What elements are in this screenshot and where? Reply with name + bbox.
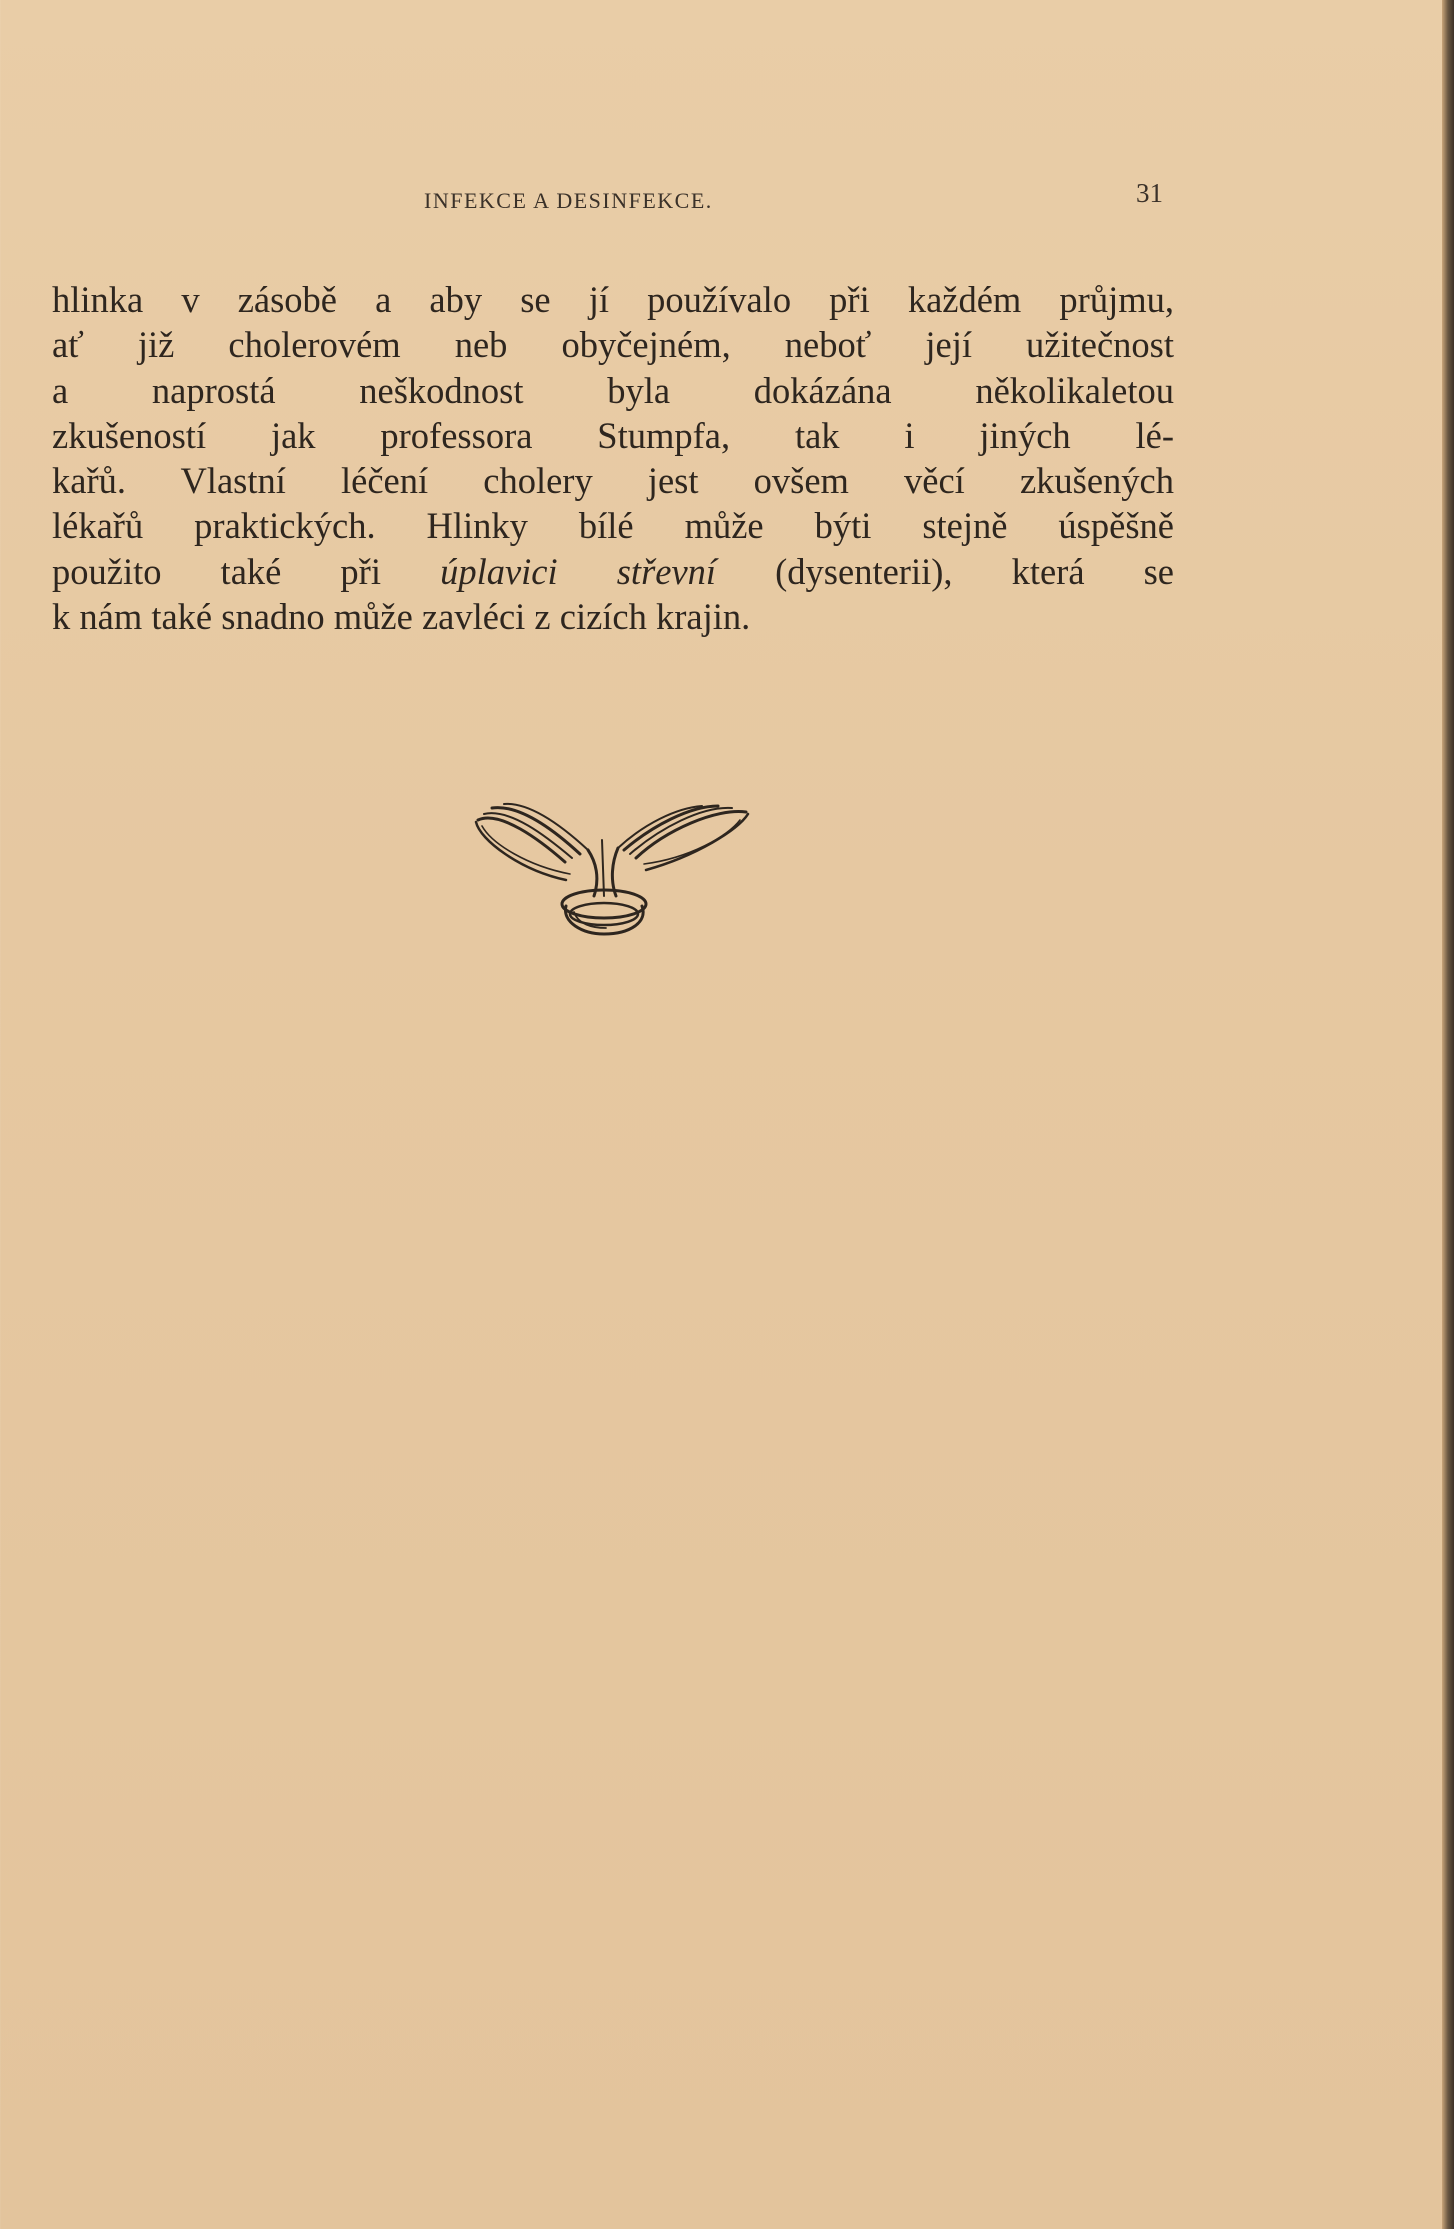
- page-edge: [1442, 0, 1454, 2229]
- text-segment: (dysenterii), která se: [775, 550, 1175, 592]
- text-line: kařů. Vlastní léčení cholery jest ovšem věcí zkušených: [52, 460, 1174, 502]
- italic-term: úplavici: [440, 550, 558, 592]
- text-line: lékařů praktických. Hlinky bílé může býti stejně úspěšně: [52, 505, 1174, 547]
- text-line: zkušeností jak professora Stumpfa, tak i jiných lé-: [52, 414, 1174, 456]
- italic-term: střevní: [616, 550, 717, 592]
- text-line-italic-terms: [52, 549, 1174, 594]
- body-paragraph: [52, 277, 1174, 639]
- text-segment: použito také při: [52, 550, 381, 592]
- text-line: k nám také snadno může zavléci z cizích krajin.: [52, 596, 751, 638]
- page-number: 31: [1136, 178, 1163, 208]
- running-head: INFEKCE A DESINFEKCE.: [424, 188, 713, 213]
- text-line: ať již cholerovém neb obyčejném, neboť její užitečnost: [52, 324, 1174, 366]
- text-line: a naprostá neškodnost byla dokázána několikaletou: [52, 369, 1174, 411]
- art-nouveau-flourish-icon: [470, 800, 754, 940]
- text-line: hlinka v zásobě a aby se jí používalo při každém průjmu,: [52, 279, 1174, 320]
